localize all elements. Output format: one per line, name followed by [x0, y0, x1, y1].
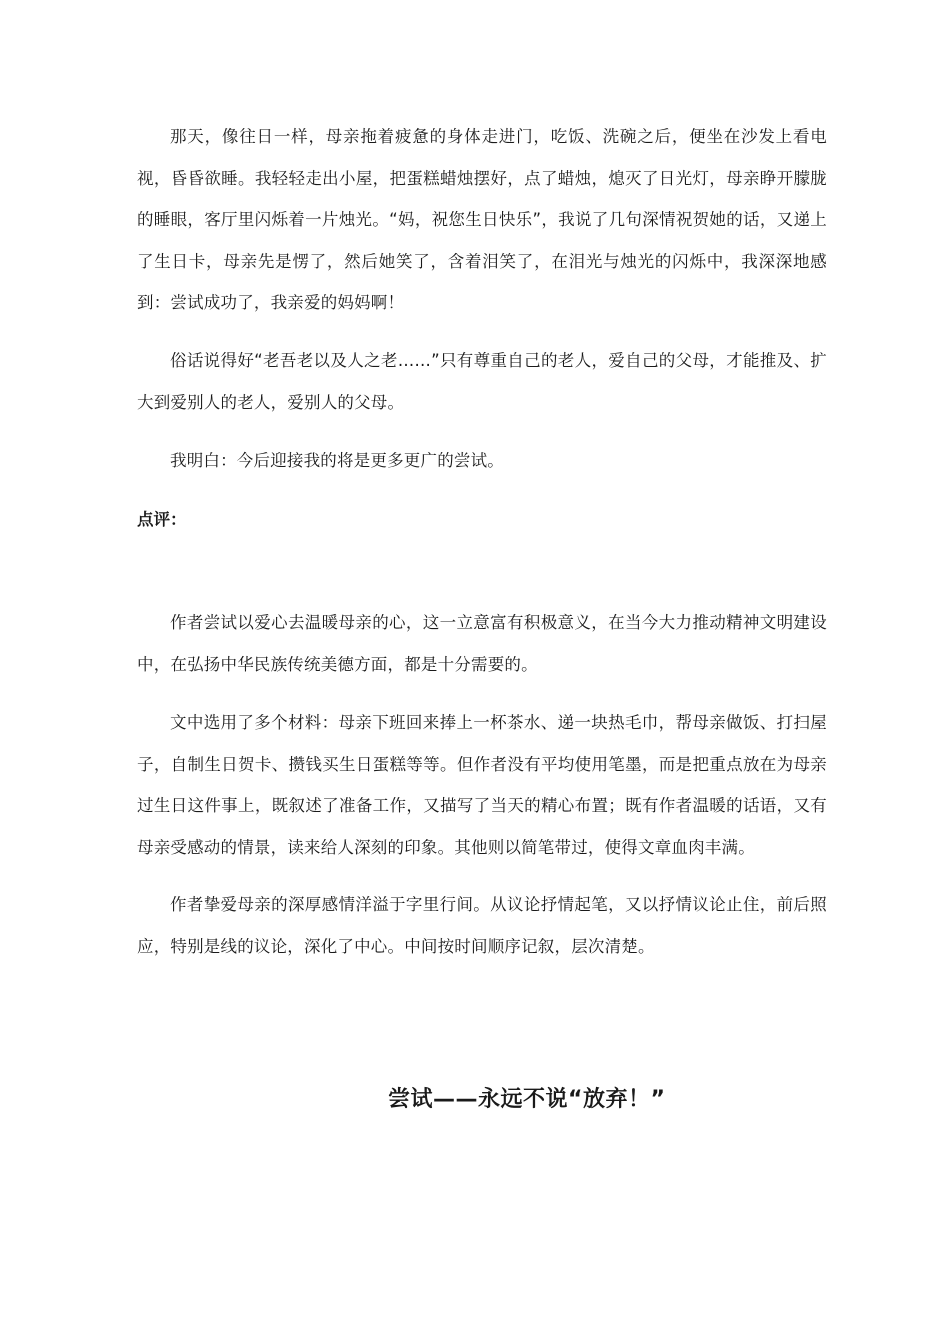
essay-paragraph-birthday-scene: 那天，像往日一样，母亲拖着疲惫的身体走进门，吃饭、洗碗之后，便坐在沙发上看电视，昏昏欲睡。我轻轻走出小屋，把蛋糕蜡烛摆好，点了蜡烛，熄灭了日光灯，母亲睁开朦胧的睡眼，客厅里闪烁着一片烛光。“妈，祝您生日快乐”，我说了几句深情祝贺她的话，又递上了生日卡，母亲先是愣了，然后她笑了，含着泪笑了，在泪光与烛光的闪烁中，我深深地感到：尝试成功了，我亲爱的妈妈啊！ — [137, 127, 827, 312]
comment-paragraph-structure: 作者挚爱母亲的深厚感情洋溢于字里行间。从议论抒情起笔，又以抒情议论止住，前后照应，特别是线的议论，深化了中心。中间按时间顺序记叙，层次清楚。 — [137, 895, 827, 956]
comment-paragraph-theme: 作者尝试以爱心去温暖母亲的心，这一立意富有积极意义，在当今大力推动精神文明建设中，在弘扬中华民族传统美德方面，都是十分需要的。 — [137, 613, 827, 674]
comment-paragraph-materials: 文中选用了多个材料：母亲下班回来捧上一杯茶水、递一块热毛巾，帮母亲做饭、打扫屋子，自制生日贺卡、攒钱买生日蛋糕等等。但作者没有平均使用笔墨，而是把重点放在为母亲过生日这件事上，既叙述了准备工作，又描写了当天的精心布置；既有作者温暖的话语，又有母亲受感动的情景，读来给人深刻的印象。其他则以简笔带过，使得文章血肉丰满。 — [137, 713, 827, 857]
essay-paragraph-proverb: 俗话说得好“老吾老以及人之老……”只有尊重自己的老人，爱自己的父母，才能推及、扩大到爱别人的老人，爱别人的父母。 — [137, 351, 827, 412]
comment-label: 点评： — [137, 510, 187, 529]
essay-paragraph-conclusion: 我明白：今后迎接我的将是更多更广的尝试。 — [170, 451, 504, 470]
next-article-title: 尝试——永远不说“放弃！” — [388, 1087, 666, 1112]
